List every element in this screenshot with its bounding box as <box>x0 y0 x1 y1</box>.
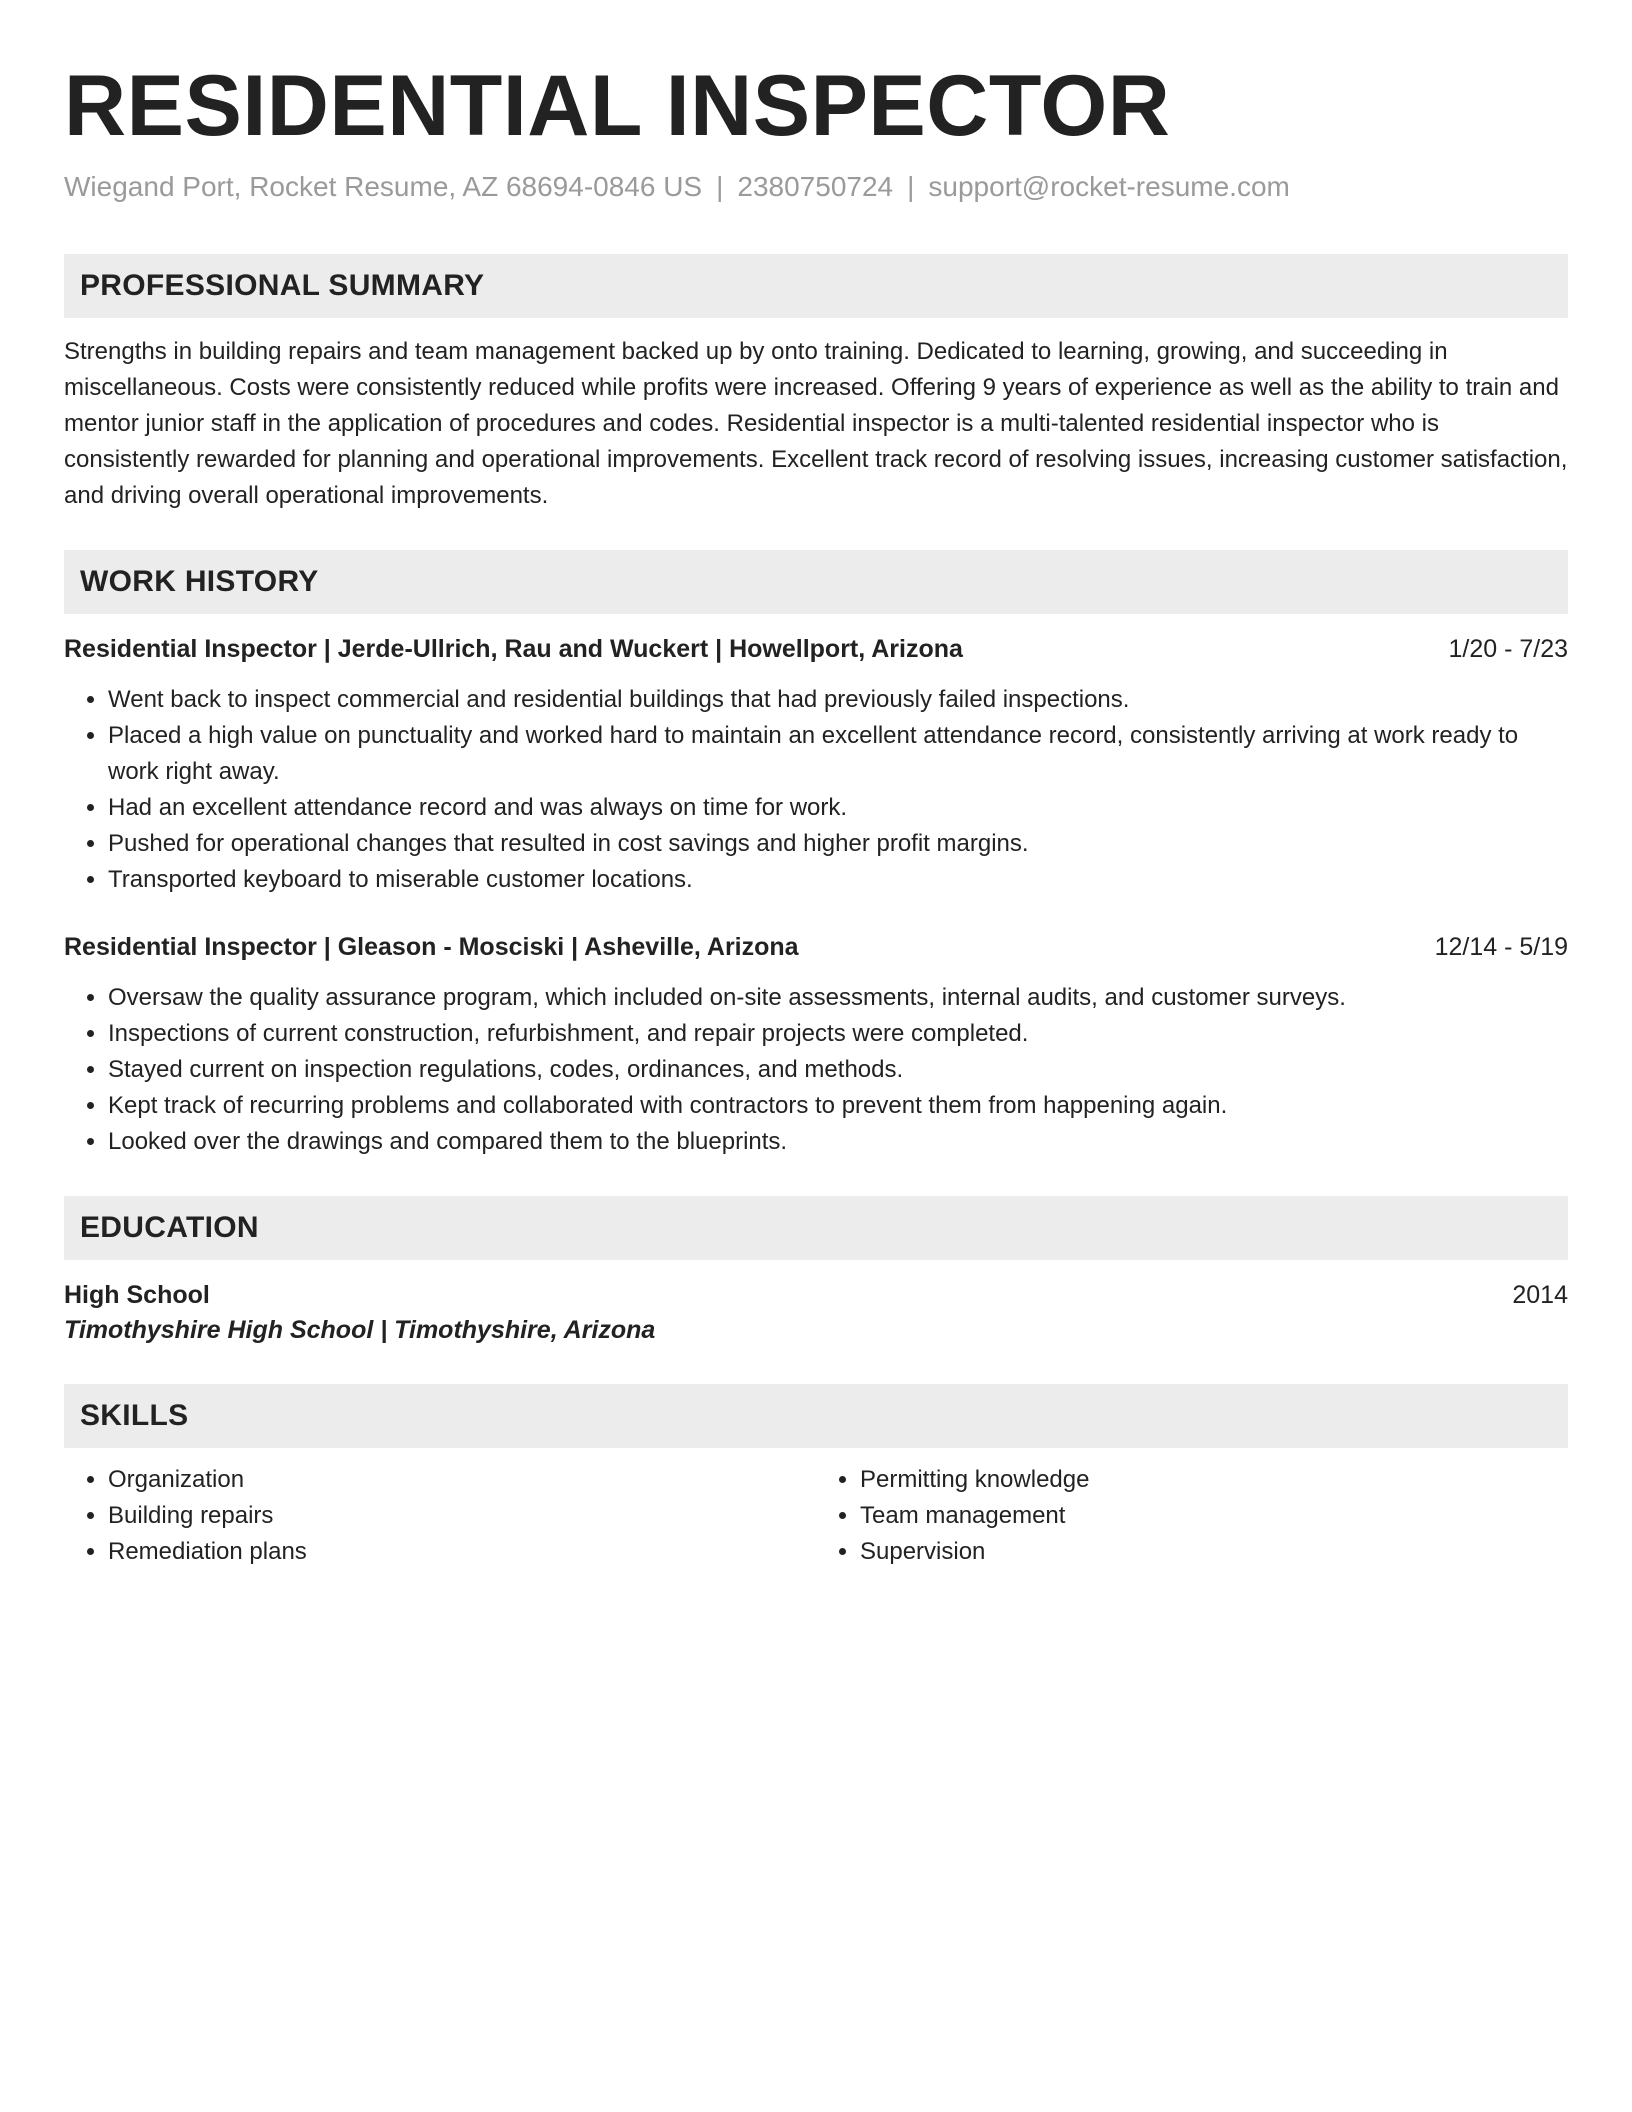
job-bullet: • Kept track of recurring problems and collaborated with contractors to prevent them from happening again. <box>108 1088 1568 1124</box>
skill-item: • Organization <box>108 1462 816 1498</box>
education-header <box>64 1278 1568 1312</box>
candidate-name: RESIDENTIAL INSPECTOR <box>64 58 1171 154</box>
job-dates: 12/14 - 5/19 <box>1434 933 1568 961</box>
skills-column-left <box>64 1462 816 1570</box>
job-header <box>64 930 1568 964</box>
job-title: Residential Inspector | Jerde-Ullrich, Rau and Wuckert | Howellport, Arizona <box>64 635 963 663</box>
job-bullet: • Transported keyboard to miserable customer locations. <box>108 862 1568 898</box>
job-bullets <box>64 980 1568 1160</box>
section-header-work-history: WORK HISTORY <box>64 550 1568 614</box>
job-bullet: • Placed a high value on punctuality and worked hard to maintain an excellent attendance record, consistently arriving at work ready to work right away. <box>108 718 1568 790</box>
contact-line <box>64 170 1568 204</box>
contact-separator: | <box>716 171 724 202</box>
section-header-education: EDUCATION <box>64 1196 1568 1260</box>
section-header-summary: PROFESSIONAL SUMMARY <box>64 254 1568 318</box>
job-entry <box>64 632 1568 898</box>
education-year: 2014 <box>1512 1281 1568 1309</box>
job-header <box>64 632 1568 666</box>
contact-email: support@rocket-resume.com <box>928 171 1290 202</box>
job-dates: 1/20 - 7/23 <box>1448 635 1568 663</box>
skills-list <box>816 1462 1568 1570</box>
education-school: Timothyshire High School | Timothyshire, Arizona <box>64 1316 656 1344</box>
job-bullet: • Looked over the drawings and compared them to the blueprints. <box>108 1124 1568 1160</box>
skills-grid <box>64 1462 1568 1570</box>
job-bullet: • Stayed current on inspection regulations, codes, ordinances, and methods. <box>108 1052 1568 1088</box>
skills-column-right <box>816 1462 1568 1570</box>
job-entry <box>64 930 1568 1160</box>
contact-phone: 2380750724 <box>737 171 894 202</box>
skill-item: • Building repairs <box>108 1498 816 1534</box>
skill-item: • Remediation plans <box>108 1534 816 1570</box>
skill-item: • Team management <box>860 1498 1568 1534</box>
contact-separator: | <box>907 171 915 202</box>
skills-list <box>64 1462 816 1570</box>
education-degree: High School <box>64 1281 210 1309</box>
contact-address: Wiegand Port, Rocket Resume, AZ 68694-0846 US <box>64 171 703 202</box>
summary-text: Strengths in building repairs and team management backed up by onto training. Dedicated to learning, growing, and succeeding in miscellaneous. Costs were consistently reduced while profits were increased. Offering 9 years of experience as well as the ability to train and mentor junior staff in the application of procedures and codes. Residential inspector is a multi-talented residential inspector who is consistently rewarded for planning and operational improvements. Excellent track record of resolving issues, increasing customer satisfaction, and driving overall operational improvements. <box>64 338 1568 509</box>
job-bullet: • Inspections of current construction, refurbishment, and repair projects were completed. <box>108 1016 1568 1052</box>
skill-item: • Permitting knowledge <box>860 1462 1568 1498</box>
job-bullet: • Had an excellent attendance record and was always on time for work. <box>108 790 1568 826</box>
job-bullet: • Oversaw the quality assurance program, which included on-site assessments, internal audits, and customer surveys. <box>108 980 1568 1016</box>
job-bullet: • Went back to inspect commercial and residential buildings that had previously failed inspections. <box>108 682 1568 718</box>
skill-item: • Supervision <box>860 1534 1568 1570</box>
section-header-skills: SKILLS <box>64 1384 1568 1448</box>
job-title: Residential Inspector | Gleason - Mosciski | Asheville, Arizona <box>64 933 799 961</box>
job-bullets <box>64 682 1568 898</box>
job-bullet: • Pushed for operational changes that resulted in cost savings and higher profit margins. <box>108 826 1568 862</box>
